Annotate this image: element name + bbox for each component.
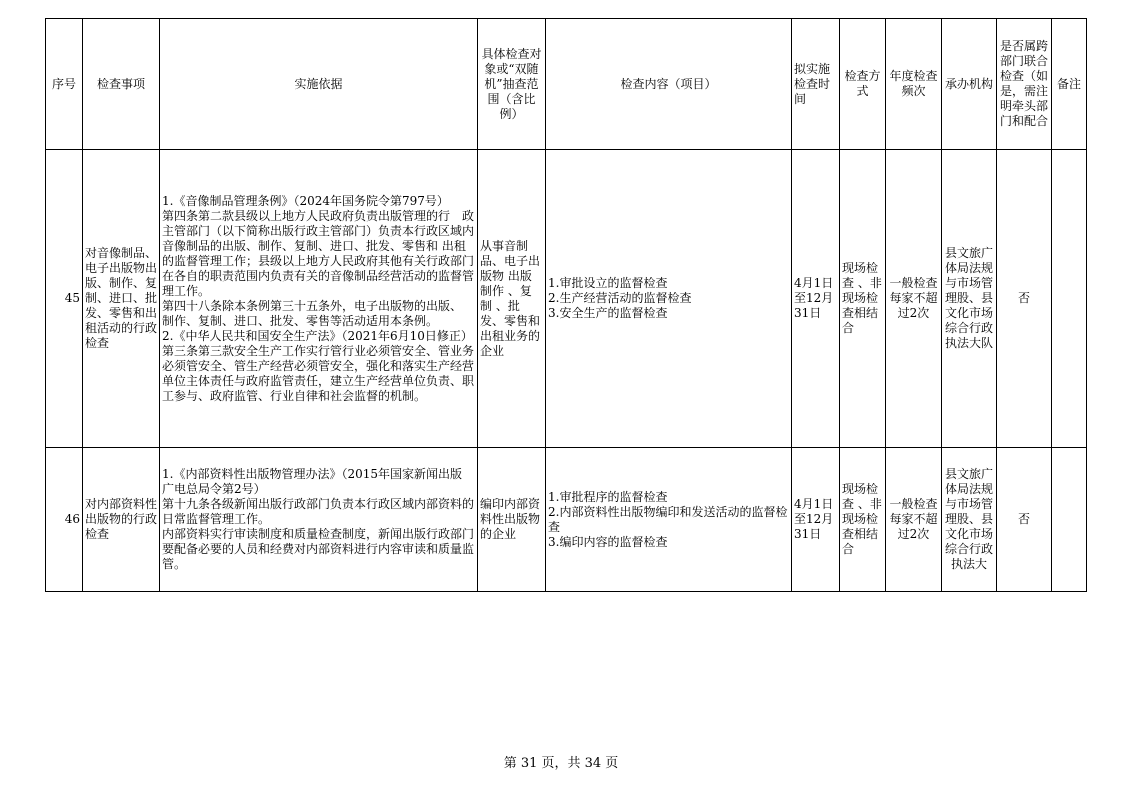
table-row bbox=[46, 150, 1087, 448]
basis-line: 第十九条各级新闻出版行政部门负责本行政区域内部资料的日常监督管理工作。 bbox=[162, 497, 475, 526]
row-joint: 否 bbox=[997, 448, 1052, 592]
content-line: 1.审批程序的监督检查 bbox=[548, 489, 668, 504]
basis-line: 第四条第二款县级以上地方人民政府负责出版管理的行 政主管部门（以下简称出版行政主管部门）负责本行政区域内音像制品的出版、制作、复制、进口、批发、零售和 出租的监督管理工作；县级以上地方人民政府其他有关行政部门在各自的职责范围内负责有关的音像制品经营活动的监督管理工作。 bbox=[162, 208, 475, 298]
header-note: 备注 bbox=[1052, 19, 1087, 150]
header-item: 检查事项 bbox=[83, 19, 160, 150]
content-line: 3.安全生产的监督检查 bbox=[548, 306, 668, 320]
content-line: 1.审批设立的监督检查 bbox=[548, 276, 668, 290]
row-method: 现场检查 、非现场检查相结合 bbox=[840, 150, 886, 448]
row-freq: 一般检查每家不超过2次 bbox=[886, 150, 942, 448]
basis-line: 1.《内部资料性出版物管理办法》（2015年国家新闻出版 广电总局令第2号） bbox=[162, 467, 462, 496]
row-method: 现场检查 、非现场检查相结合 bbox=[840, 448, 886, 592]
row-seq: 46 bbox=[46, 448, 83, 592]
row-item: 对内部资料性出版物的行政检查 bbox=[83, 448, 160, 592]
header-time: 拟实施检查时间 bbox=[792, 19, 840, 150]
header-basis: 实施依据 bbox=[160, 19, 478, 150]
row-time: 4月1日至12月31日 bbox=[792, 448, 840, 592]
row-note bbox=[1052, 448, 1087, 592]
basis-line: 第四十八条除本条例第三十五条外，电子出版物的出版、 制作、复制、进口、批发、零售等活动适用本条例。 bbox=[162, 298, 463, 328]
header-scope: 具体检查对象或“双随机”抽查范围（含比例） bbox=[478, 19, 546, 150]
row-note bbox=[1052, 150, 1087, 448]
row-joint: 否 bbox=[997, 150, 1052, 448]
basis-line: 内部资料实行审读制度和质量检查制度，新闻出版行政部门要配备必要的人员和经费对内部资料进行内容审读和质量监管。 bbox=[162, 527, 475, 571]
page-footer: 第 31 页，共 34 页 bbox=[503, 756, 619, 771]
row-time: 4月1日至12月31日 bbox=[792, 150, 840, 448]
header-joint: 是否属跨部门联合检查（如是，需注明牵头部门和配合 bbox=[997, 19, 1052, 150]
content-line: 3.编印内容的监督检查 bbox=[548, 534, 668, 549]
row-basis bbox=[160, 448, 478, 592]
content-line: 2.内部资料性出版物编印和发送活动的监督检 查 bbox=[548, 504, 788, 534]
header-freq: 年度检查频次 bbox=[886, 19, 942, 150]
content-line: 2.生产经营活动的监督检查 bbox=[548, 291, 692, 305]
row-content bbox=[546, 448, 792, 592]
row-org bbox=[942, 448, 997, 592]
header-org: 承办机构 bbox=[942, 19, 997, 150]
row-content bbox=[546, 150, 792, 448]
row-scope: 从事音制品、电子出版物 出版制作 、复制 、批发、零售和出租业务的企业 bbox=[478, 150, 546, 448]
header-row bbox=[46, 19, 1087, 150]
basis-line: 1.《音像制品管理条例》（2024年国务院令第797号） bbox=[162, 193, 449, 208]
row-item: 对音像制品、电子出版物出版、制作、复制、进口、批发、零售和出租活动的行政检查 bbox=[83, 150, 160, 448]
row-seq: 45 bbox=[46, 150, 83, 448]
header-method: 检查方式 bbox=[840, 19, 886, 150]
basis-line: 2.《中华人民共和国安全生产法》（2021年6月10日修正）第三条第三款安全生产工作实行管行业必须管安全、管业务必须管安全、管生产经营必须管安全，强化和落实生产经营单位主体责任与政府监管责任，建立生产经营单位负责、职工参与、政府监管、行业自律和社会监督的机制。 bbox=[162, 328, 475, 403]
row-scope: 编印内部资料性出版物的企业 bbox=[478, 448, 546, 592]
header-seq: 序号 bbox=[46, 19, 83, 150]
org-text: 县文旅广体局法规与市场管理股、县文化市场综合行政执法大 bbox=[944, 467, 993, 571]
row-org: 县文旅广体局法规与市场管理股、县文化市场综合行政执法大队 bbox=[942, 150, 997, 448]
header-content: 检查内容（项目） bbox=[546, 19, 792, 150]
row-freq: 一般检查每家不超过2次 bbox=[886, 448, 942, 592]
row-basis bbox=[160, 150, 478, 448]
inspection-table bbox=[45, 18, 1087, 592]
table-row bbox=[46, 448, 1087, 592]
